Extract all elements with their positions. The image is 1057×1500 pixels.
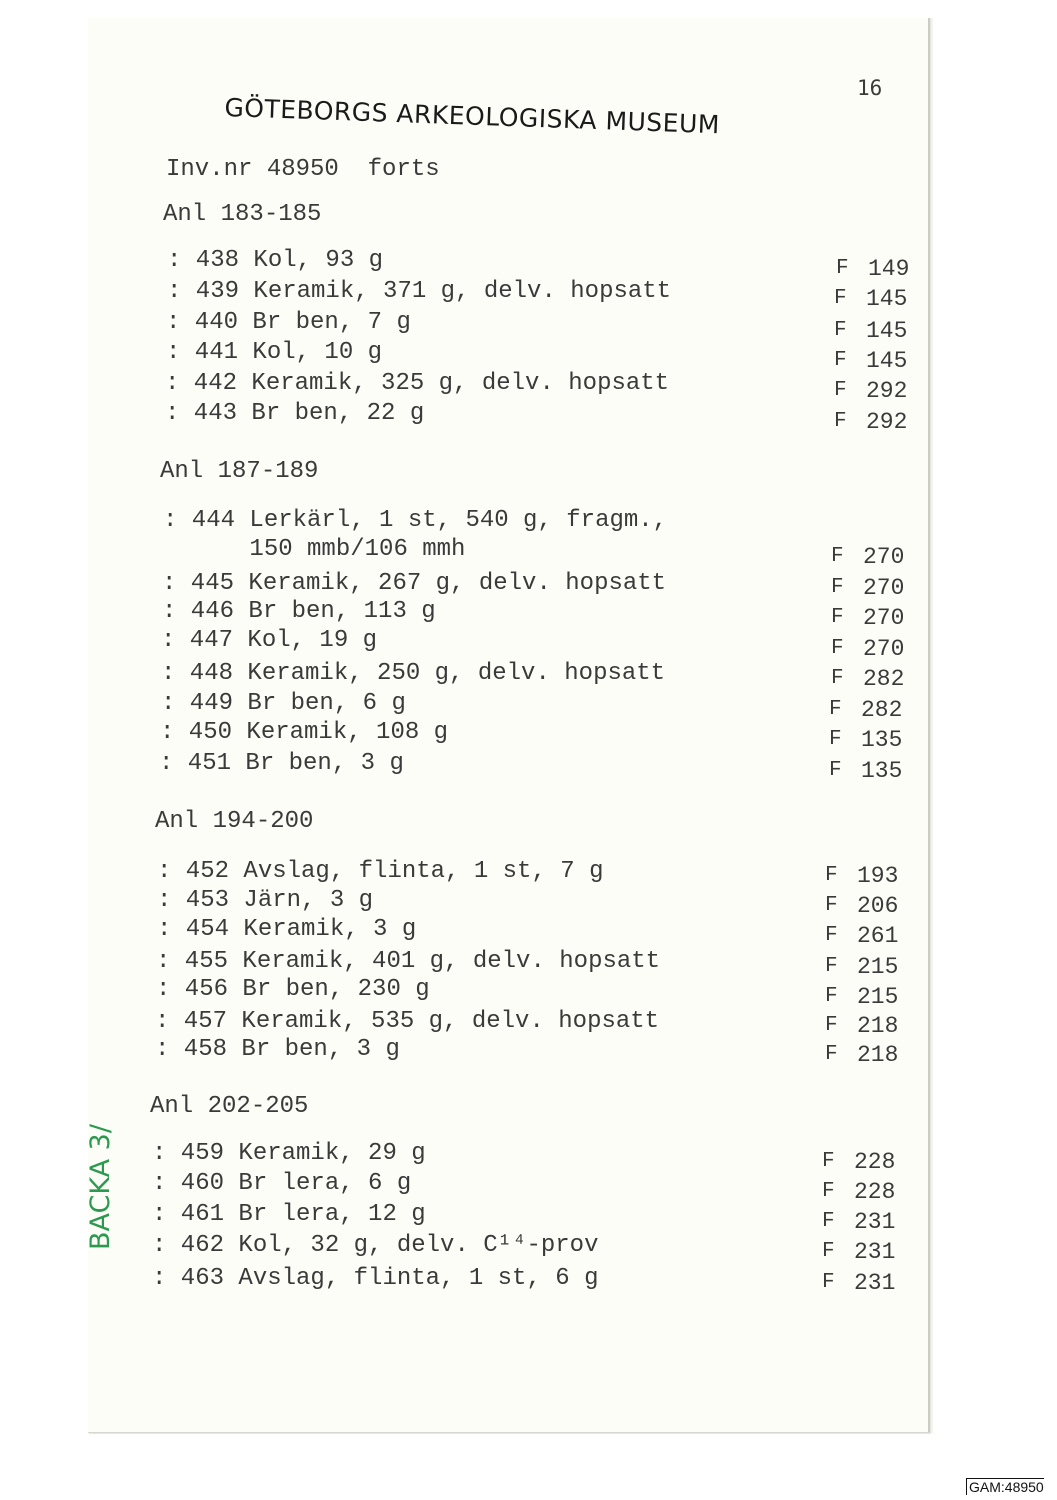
ref-prefix: F: [834, 349, 847, 372]
ref-prefix: F: [825, 1043, 838, 1066]
ref-prefix: F: [825, 864, 838, 887]
ref-prefix: F: [831, 545, 844, 568]
inventory-number: Inv.nr 48950 forts: [166, 156, 440, 183]
entry-text: : 442 Keramik, 325 g, delv. hopsatt: [165, 370, 670, 397]
entry-text: : 451 Br ben, 3 g: [159, 750, 404, 777]
ref-number: 270: [863, 544, 905, 570]
ref-number: 228: [854, 1149, 896, 1175]
ref-number: 149: [868, 256, 910, 282]
entry-text: : 444 Lerkärl, 1 st, 540 g, fragm.,: [163, 507, 668, 534]
entry-text: : 455 Keramik, 401 g, delv. hopsatt: [156, 948, 661, 975]
ref-prefix: F: [822, 1210, 835, 1233]
ref-prefix: F: [822, 1240, 835, 1263]
ref-prefix: F: [822, 1150, 835, 1173]
ref-number: 231: [854, 1270, 896, 1296]
backa-stamp: BACKA 3/: [85, 1124, 116, 1250]
ref-number: 206: [857, 893, 899, 919]
ref-number: 193: [857, 863, 899, 889]
entry-text: : 446 Br ben, 113 g: [162, 598, 436, 625]
ref-prefix: F: [834, 379, 847, 402]
ref-number: 145: [866, 348, 908, 374]
entry-text: : 457 Keramik, 535 g, delv. hopsatt: [155, 1008, 660, 1035]
entry-text: : 452 Avslag, flinta, 1 st, 7 g: [157, 858, 604, 885]
entry-text: : 450 Keramik, 108 g: [160, 719, 449, 746]
ref-number: 215: [857, 984, 899, 1010]
ref-prefix: F: [825, 955, 838, 978]
ref-number: 231: [854, 1239, 896, 1265]
entry-text: : 463 Avslag, flinta, 1 st, 6 g: [152, 1265, 599, 1292]
entry-text: : 439 Keramik, 371 g, delv. hopsatt: [167, 278, 672, 305]
ref-number: 228: [854, 1179, 896, 1205]
section-title: Anl 194-200: [155, 808, 314, 835]
entry-text: : 438 Kol, 93 g: [167, 247, 384, 274]
ref-prefix: F: [825, 985, 838, 1008]
entry-text: : 459 Keramik, 29 g: [152, 1140, 426, 1167]
section-title: Anl 183-185: [163, 201, 322, 228]
entry-text: : 462 Kol, 32 g, delv. C¹⁴-prov: [152, 1232, 599, 1259]
entry-text: : 448 Keramik, 250 g, delv. hopsatt: [161, 660, 666, 687]
ref-number: 218: [857, 1042, 899, 1068]
entry-text: : 458 Br ben, 3 g: [155, 1036, 400, 1063]
ref-prefix: F: [822, 1271, 835, 1294]
entry-text: : 447 Kol, 19 g: [161, 627, 378, 654]
entry-text: : 440 Br ben, 7 g: [166, 309, 411, 336]
entry-text: : 454 Keramik, 3 g: [157, 916, 417, 943]
ref-prefix: F: [825, 924, 838, 947]
entry-text: : 460 Br lera, 6 g: [152, 1170, 412, 1197]
ref-number: 292: [866, 409, 908, 435]
ref-number: 270: [863, 575, 905, 601]
ref-prefix: F: [829, 759, 842, 782]
ref-prefix: F: [834, 287, 847, 310]
ref-number: 231: [854, 1209, 896, 1235]
ref-prefix: F: [825, 894, 838, 917]
ref-number: 145: [866, 286, 908, 312]
ref-number: 215: [857, 954, 899, 980]
ref-number: 261: [857, 923, 899, 949]
ref-prefix: F: [822, 1180, 835, 1203]
section-title: Anl 202-205: [150, 1093, 309, 1120]
ref-number: 218: [857, 1013, 899, 1039]
ref-prefix: F: [829, 728, 842, 751]
ref-prefix: F: [831, 576, 844, 599]
ref-prefix: F: [825, 1014, 838, 1037]
ref-prefix: F: [834, 319, 847, 342]
entry-text: : 445 Keramik, 267 g, delv. hopsatt: [162, 570, 667, 597]
ref-prefix: F: [836, 257, 849, 280]
entry-text: 150 mmb/106 mmh: [163, 536, 466, 563]
ref-prefix: F: [829, 698, 842, 721]
entry-text: : 453 Järn, 3 g: [157, 887, 374, 914]
ref-number: 270: [863, 636, 905, 662]
ref-number: 292: [866, 378, 908, 404]
entry-text: : 456 Br ben, 230 g: [156, 976, 430, 1003]
section-title: Anl 187-189: [160, 458, 319, 485]
entry-text: : 443 Br ben, 22 g: [165, 400, 425, 427]
catalogue-code: GAM:48950: [966, 1478, 1044, 1495]
ref-prefix: F: [834, 410, 847, 433]
entry-text: : 441 Kol, 10 g: [166, 339, 383, 366]
entry-text: : 449 Br ben, 6 g: [161, 690, 406, 717]
ref-prefix: F: [831, 667, 844, 690]
ref-prefix: F: [831, 606, 844, 629]
ref-number: 135: [861, 727, 903, 753]
ref-number: 282: [863, 666, 905, 692]
entry-text: : 461 Br lera, 12 g: [152, 1201, 426, 1228]
page-number: 16: [857, 76, 883, 100]
ref-number: 135: [861, 758, 903, 784]
ref-number: 145: [866, 318, 908, 344]
card-shadow-edge: [88, 1432, 930, 1433]
ref-number: 282: [861, 697, 903, 723]
museum-header: GÖTEBORGS ARKEOLOGISKA MUSEUM: [223, 93, 721, 140]
ref-number: 270: [863, 605, 905, 631]
ref-prefix: F: [831, 637, 844, 660]
